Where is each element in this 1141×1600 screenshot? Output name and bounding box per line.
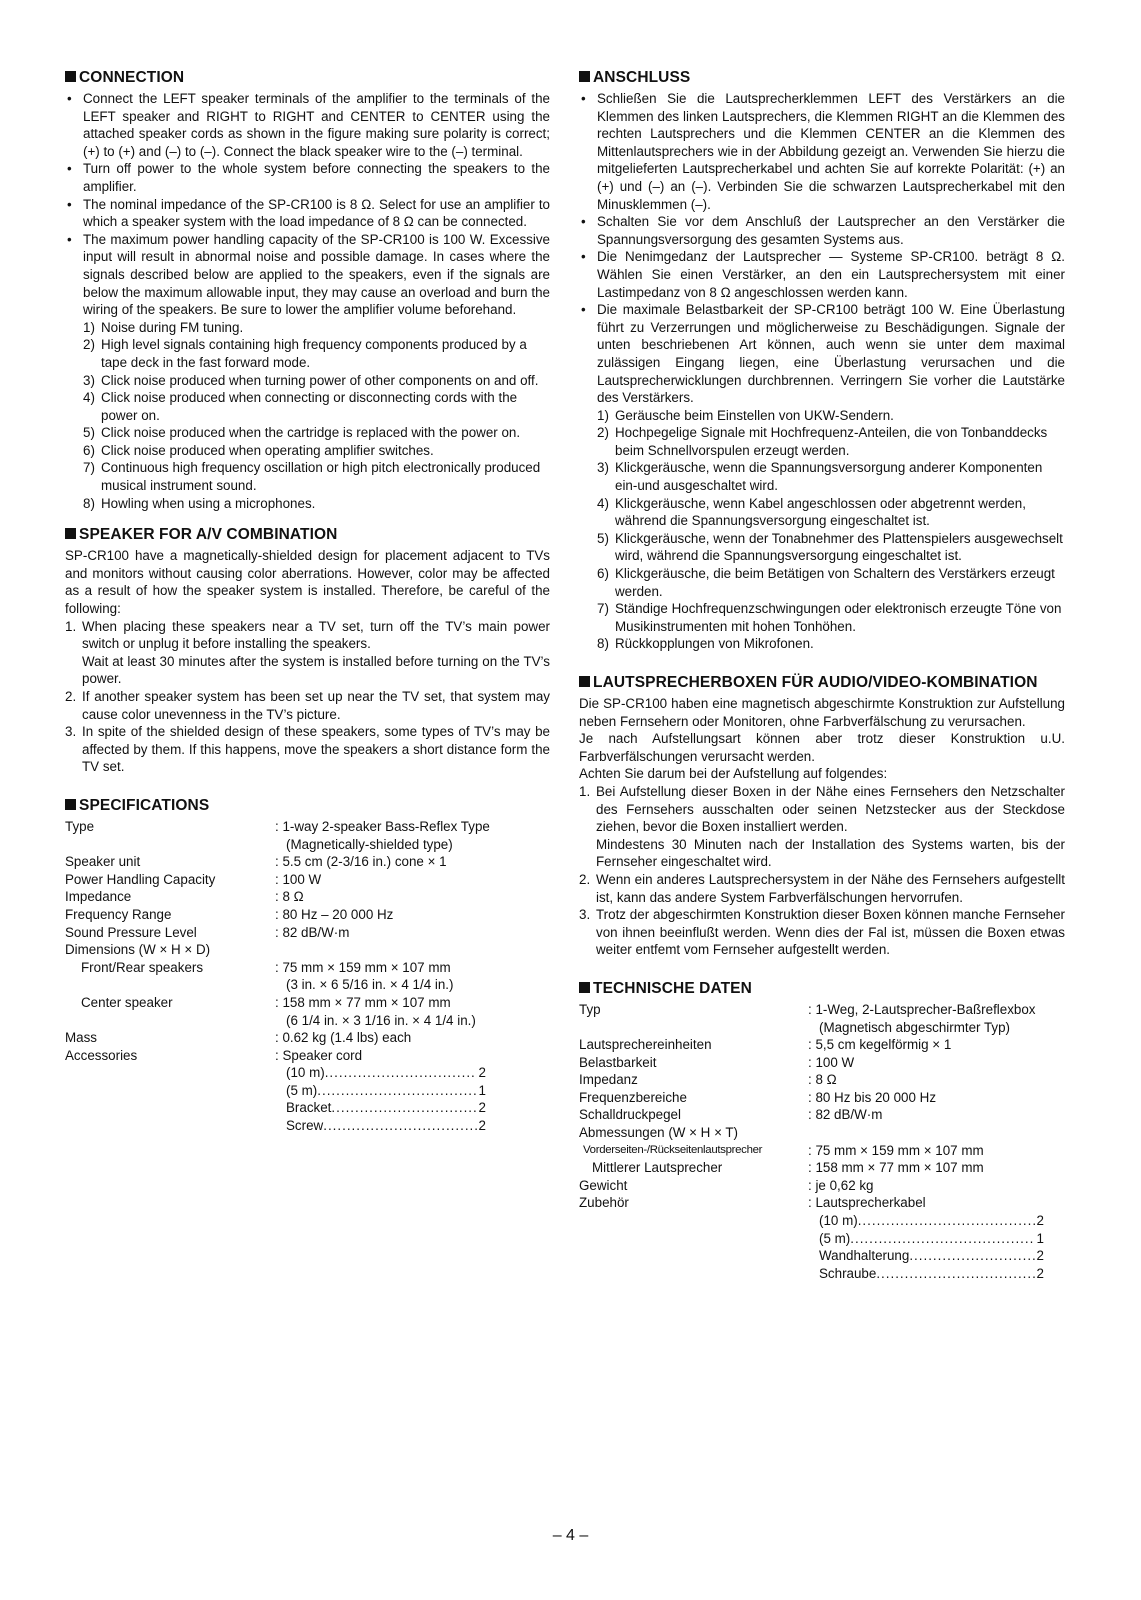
list-item: 3) Click noise produced when turning power of other components on and off. (83, 372, 539, 388)
list-item: 2. If another speaker system has been set up near the TV set, that system may cause color unevenness in the TV’s picture. (65, 689, 550, 722)
connection-section (65, 68, 550, 512)
list-item: • Connect the LEFT speaker terminals of the amplifier to the terminals of the LEFT speaker and RIGHT to RIGHT and CENTER to CENTER using the attached speaker cords as shown in the figure making sure polarity is correct; (+) to (+) and (–) to (–). Connect the black speaker wire to the (–) terminal. (65, 90, 550, 160)
list-item: 2. Wenn ein anderes Lautsprechersystem in der Nähe des Fernsehers aufgestellt ist, kann das andere System Farbverfälschungen hervorrufen. (579, 871, 1065, 905)
square-bullet-icon (65, 528, 76, 539)
spec-table-de (579, 1001, 1065, 1283)
square-bullet-icon (579, 982, 590, 993)
list-item: Wandhalterung ..... 2 (819, 1247, 1044, 1265)
av-paragraph: Achten Sie darum bei der Aufstellung auf folgendes: (579, 766, 888, 782)
av-paragraph: Je nach Aufstellungsart können aber trotz dieser Konstruktion u.U. Farbverfälschungen verursacht werden. (579, 731, 1065, 764)
list-item: 3. Trotz der abgeschirmten Konstruktion dieser Boxen können manche Fernseher von ihnen beeinflußt werden. Wenn dies der Fal ist, müssen die Boxen etwas weiter entfemt vom Fernseher aufgestellt werden. (579, 907, 1065, 958)
list-item: 1. When placing these speakers near a TV set, turn off the TV’s main power switch or unplug it before installing the speakers. Wait at least 30 minutes after the system is installed before turning on the TV’s power. (65, 618, 550, 687)
list-item: 8) Howling when using a microphones. (83, 495, 316, 511)
technische-daten-heading: TECHNISCHE DATEN (579, 979, 1065, 998)
list-item: (5 m) ..... 1 (819, 1230, 1044, 1248)
anschluss-heading: ANSCHLUSS (579, 68, 1065, 87)
list-item: 6) Klickgeräusche, die beim Betätigen von Schaltern des Verstärkers erzeugt werden. (597, 566, 1055, 599)
av-paragraph: Die SP-CR100 haben eine magnetisch abgeschirmte Konstruktion zur Aufstellung neben Fernsehern oder Monitoren, ohne Farbverfälschung zu verursachen. (579, 696, 1065, 729)
list-item: 1) Noise during FM tuning. (83, 319, 244, 335)
list-item: • Turn off power to the whole system before connecting the speakers to the amplifier. (65, 160, 550, 195)
list-item: 2) Hochpegelige Signale mit Hochfrequenz-Anteilen, die von Tonbanddecks beim Schnellvorspulen erzeugt werden. (597, 425, 1048, 458)
list-item: 1) Geräusche beim Einstellen von UKW-Sendern. (597, 407, 894, 423)
list-item: 6) Click noise produced when operating amplifier switches. (83, 442, 434, 458)
list-item: • Schalten Sie vor dem Anschluß der Lautsprecher an den Verstärker die Spannungsversorgung des gesamten Systems aus. (579, 213, 1065, 248)
spec-row: Mittlerer Lautsprecher : 158 mm × 77 mm × 107 mm (592, 1160, 984, 1176)
list-item: • Schließen Sie die Lautsprecherklemmen LEFT des Verstärkers an die Klemmen des linken Lautsprechers, die Klemmen RIGHT an die Klemmen des rechten Lautsprechers und die Klemmen CENTER an die Klemmen des Mittenlautsprechers wie in der Abbildung gezeigt an. Verwenden Sie hierzu die mitgelieferten Lautsprecherkabel und achten Sie auf korrekte Polarität: (+) an (+) und (–) an (–). Verbinden Sie die schwarzen Lautsprecherkabel mit den Minusklemmen (–). (579, 90, 1065, 213)
av-heading: SPEAKER FOR A/V COMBINATION (65, 525, 550, 544)
list-item: 4) Klickgeräusche, wenn Kabel angeschlossen oder abgetrennt werden, während die Spannungsversorgung eingeschaltet ist. (597, 495, 1026, 529)
anschluss-bullets (579, 90, 1065, 407)
list-item: 8) Rückkopplungen von Mikrofonen. (597, 636, 814, 652)
list-item: 3. In spite of the shielded design of these speakers, some types of TV’s may be affected by them. If this happens, move the speakers a short distance form the TV set. (65, 724, 550, 775)
square-bullet-icon (65, 799, 76, 810)
list-item: (5 m) ..... 1 (286, 1082, 486, 1100)
anschluss-noise-list (579, 407, 1065, 653)
page-number: – 4 – (552, 1527, 589, 1544)
square-bullet-icon (65, 71, 76, 82)
spec-row: Zubehör : Lautsprecherkabel (579, 1195, 926, 1211)
connection-heading: CONNECTION (65, 68, 550, 87)
list-item: 7) Ständige Hochfrequenzschwingungen oder elektronisch erzeugte Töne von Musikinstrumenten mit hohen Tonhöhen. (597, 601, 1062, 634)
accessory-list-de (579, 1212, 1044, 1282)
av-list-de (579, 783, 1065, 959)
specifications-section (65, 796, 550, 1135)
spec-row: Impedance : 8 Ω (65, 889, 304, 905)
spec-row: (Magnetically-shielded type) (286, 836, 453, 852)
list-item: Schraube ..... 2 (819, 1265, 1044, 1283)
square-bullet-icon (579, 676, 590, 687)
list-item: 2) High level signals containing high frequency components produced by a tape deck in the fast forward mode. (83, 337, 527, 370)
spec-row: Vorderseiten-/Rückseitenlautsprecher : 75 mm × 159 mm × 107 mm (583, 1142, 984, 1158)
spec-row: Typ : 1-Weg, 2-Lautsprecher-Baßreflexbox (579, 1001, 1036, 1017)
spec-row: Accessories : Speaker cord (65, 1047, 363, 1063)
anschluss-section (579, 68, 1065, 653)
spec-row: Lautsprechereinheiten : 5,5 cm kegelförmig × 1 (579, 1037, 952, 1053)
list-item: • Die Nenimgedanz der Lautsprecher — Systeme SP-CR100. beträgt 8 Ω. Wählen Sie einen Verstärker, an den ein Lautsprechersystem mit einer Lastimpedanz von 8 Ω angeschlossen werden kann. (579, 248, 1065, 301)
spec-row: Speaker unit : 5.5 cm (2-3/16 in.) cone × 1 (65, 854, 447, 870)
list-item: 7) Continuous high frequency oscillation or high pitch electronically produced musical instrument sound. (83, 460, 541, 494)
spec-row: Schalldruckpegel : 82 dB/W·m (579, 1107, 883, 1123)
spec-row: Sound Pressure Level : 82 dB/W·m (65, 924, 350, 940)
list-item: • The nominal impedance of the SP-CR100 is 8 Ω. Select for use an amplifier to which a speaker system with the load impedance of 8 Ω can be connected. (65, 196, 550, 231)
list-item: • Die maximale Belastbarkeit der SP-CR100 beträgt 100 W. Eine Überlastung führt zu Verzerrungen und möglicherweise zu Beschädigungen. Signale der unten beschriebenen Art können, auch wenn sie unter dem maximal zulässigen Eingang liegen, eine Überlastung verursachen und die Lautsprecherwicklungen durchbrennen. Verringern Sie vorher die Lautstärke des Verstärkers. (579, 301, 1065, 407)
spec-row: Front/Rear speakers : 75 mm × 159 mm × 107 mm (81, 959, 451, 975)
spec-row: Belastbarkeit : 100 W (579, 1054, 855, 1070)
spec-row: Gewicht : je 0,62 kg (579, 1177, 874, 1193)
accessory-list (65, 1064, 486, 1134)
list-item: • The maximum power handling capacity of the SP-CR100 is 100 W. Excessive input will result in abnormal noise and possible damage. In cases where the signals described below are applied to the speakers, even if the signals are below the maximum allowable input, they may cause an overload and burn the wiring of the speakers. Be sure to lower the amplifier volume beforehand. (65, 231, 550, 319)
spec-row: Power Handling Capacity : 100 W (65, 871, 322, 887)
connection-noise-list (65, 319, 550, 513)
spec-row: Center speaker : 158 mm × 77 mm × 107 mm (81, 994, 451, 1010)
right-column (579, 68, 1065, 1295)
av-section-de (579, 673, 1065, 959)
list-item: (10 m) ..... 2 (819, 1212, 1044, 1230)
av-heading-de: LAUTSPRECHERBOXEN FÜR AUDIO/VIDEO-KOMBINATION (579, 673, 1065, 692)
av-section (65, 525, 550, 776)
spec-row: (3 in. × 6 5/16 in. × 4 1/4 in.) (286, 977, 454, 993)
list-item: Screw ..... 2 (286, 1117, 486, 1135)
spec-row: Abmessungen (W × H × T) (579, 1125, 739, 1141)
square-bullet-icon (579, 71, 590, 82)
spec-table (65, 818, 550, 1135)
spec-row: Dimensions (W × H × D) (65, 942, 211, 958)
spec-row: Frequency Range : 80 Hz – 20 000 Hz (65, 906, 394, 922)
av-list (65, 618, 550, 776)
list-item: 5) Klickgeräusche, wenn der Tonabnehmer des Plattenspielers ausgewechselt wird, während die Spannungsversorgung eingeschaltet ist. (597, 530, 1063, 564)
list-item: 3) Klickgeräusche, wenn die Spannungsversorgung anderer Komponenten ein-und ausgeschaltet wird. (597, 460, 1043, 494)
spec-row: Type : 1-way 2-speaker Bass-Reflex Type (65, 818, 490, 834)
list-item: Bracket ..... 2 (286, 1099, 486, 1117)
list-item: (10 m) ..... 2 (286, 1064, 486, 1082)
list-item: 4) Click noise produced when connecting or disconnecting cords with the power on. (83, 390, 518, 423)
av-intro: SP-CR100 have a magnetically-shielded design for placement adjacent to TVs and monitors without causing color aberrations. However, color may be affected as a result of how the speaker system is installed. Therefore, be careful of the following: (65, 548, 550, 617)
list-item: 1. Bei Aufstellung dieser Boxen in der Nähe eines Fernsehers den Netzschalter des Fernsehers ausschalten oder seinen Netzstecker aus der Steckdose ziehen, bevor die Boxen installiert werden. Mindestens 30 Minuten nach der Installation des Systems warten, bis der Fernseher eingeschaltet wird. (579, 783, 1065, 870)
left-column (65, 68, 550, 1148)
spec-row: (Magnetisch abgeschirmter Typ) (819, 1019, 1011, 1035)
spec-row: (6 1/4 in. × 3 1/16 in. × 4 1/4 in.) (286, 1012, 476, 1028)
spec-row: Frequenzbereiche : 80 Hz bis 20 000 Hz (579, 1089, 937, 1105)
list-item: 5) Click noise produced when the cartridge is replaced with the power on. (83, 425, 521, 441)
technische-daten-section (579, 979, 1065, 1283)
spec-row: Mass : 0.62 kg (1.4 lbs) each (65, 1030, 412, 1046)
spec-row: Impedanz : 8 Ω (579, 1072, 837, 1088)
specifications-heading: SPECIFICATIONS (65, 796, 550, 815)
connection-bullets (65, 90, 550, 319)
